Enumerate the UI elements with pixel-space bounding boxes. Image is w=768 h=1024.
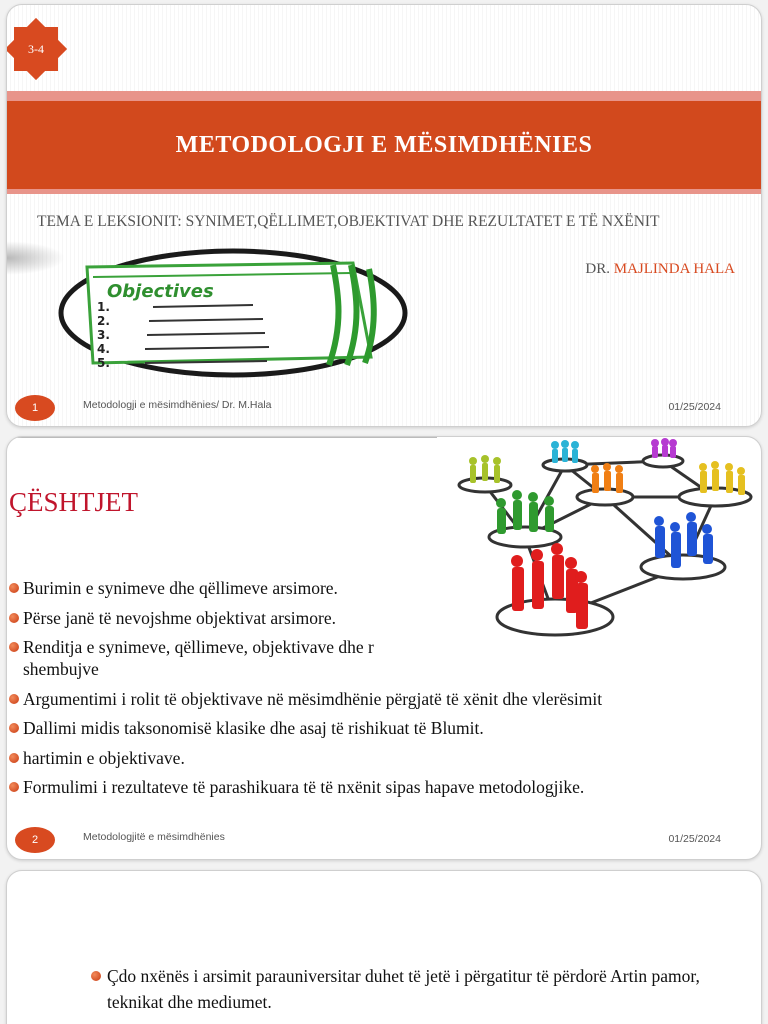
bullet-icon: [9, 753, 19, 763]
author-name: MAJLINDA HALA: [613, 261, 735, 277]
list-number-2: 2.: [97, 314, 110, 328]
slide-number-badge: 2: [15, 827, 55, 853]
slide-1: [6, 4, 762, 427]
slide-title: METODOLOGJI E MËSIMDHËNIES: [175, 131, 593, 158]
topics-list: [7, 577, 757, 806]
bullet-icon: [9, 583, 19, 593]
list-number-5: 5.: [97, 356, 110, 370]
footer-date: 01/25/2024: [668, 833, 721, 845]
slide-number-badge: 1: [15, 395, 55, 421]
footer-text: Metodologji e mësimdhënies/ Dr. M.Hala: [83, 399, 272, 411]
objectives-word: Objectives: [107, 281, 214, 302]
bullet-text: Çdo nxënës i arsimit parauniversitar duhet të jetë i përgatitur të përdorë Artin pamor, teknikat dhe mediumet.: [107, 966, 700, 1012]
slide-3: [6, 870, 762, 1024]
footer-text: Metodologjitë e mësimdhënies: [83, 831, 225, 843]
lesson-subtitle: TEMA E LEKSIONIT: SYNIMET,QËLLIMET,OBJEKTIVAT DHE REZULTATET E TË NXËNIT: [37, 213, 660, 230]
list-item: Formulimi i rezultateve të parashikuara të të nxënit sipas hapave metodologjike.: [7, 776, 757, 798]
bullet-icon: [9, 723, 19, 733]
bullet-icon: [9, 613, 19, 623]
title-bar: [7, 101, 761, 189]
slide-2: [6, 436, 762, 860]
list-item: [91, 963, 731, 1015]
footer-date: 01/25/2024: [668, 401, 721, 413]
slide-badge: 3-4: [28, 42, 44, 56]
list-item: Argumentimi i rolit të objektivave në mësimdhënie përgjatë të xënit dhe vlerësimit: [7, 688, 757, 710]
bullet-icon: [9, 782, 19, 792]
title-bar-accent-bottom: [7, 189, 761, 194]
list-item: Renditja e synimeve, qëllimeve, objektivave dhe r shembujve: [7, 636, 442, 680]
list-item: Përse janë të nevojshme objektivat arsimore.: [7, 607, 757, 629]
author-prefix: DR.: [585, 261, 610, 277]
list-number-4: 4.: [97, 342, 110, 356]
list-item: Burimin e synimeve dhe qëllimeve arsimore.: [7, 577, 757, 599]
author-line: [585, 261, 735, 278]
slide-heading: ÇËSHTJET: [9, 487, 139, 517]
list-number-1: 1.: [97, 300, 110, 314]
list-number-3: 3.: [97, 328, 110, 342]
title-bar-accent-top: [7, 91, 761, 101]
objectives-illustration: [53, 245, 413, 379]
list-item: hartimin e objektivave.: [7, 747, 757, 769]
divider: [7, 437, 437, 438]
bullet-icon: [9, 642, 19, 652]
bullet-icon: [9, 694, 19, 704]
list-item: Dallimi midis taksonomisë klasike dhe asaj të rishikuat të Blumit.: [7, 717, 757, 739]
bullet-icon: [91, 971, 101, 981]
